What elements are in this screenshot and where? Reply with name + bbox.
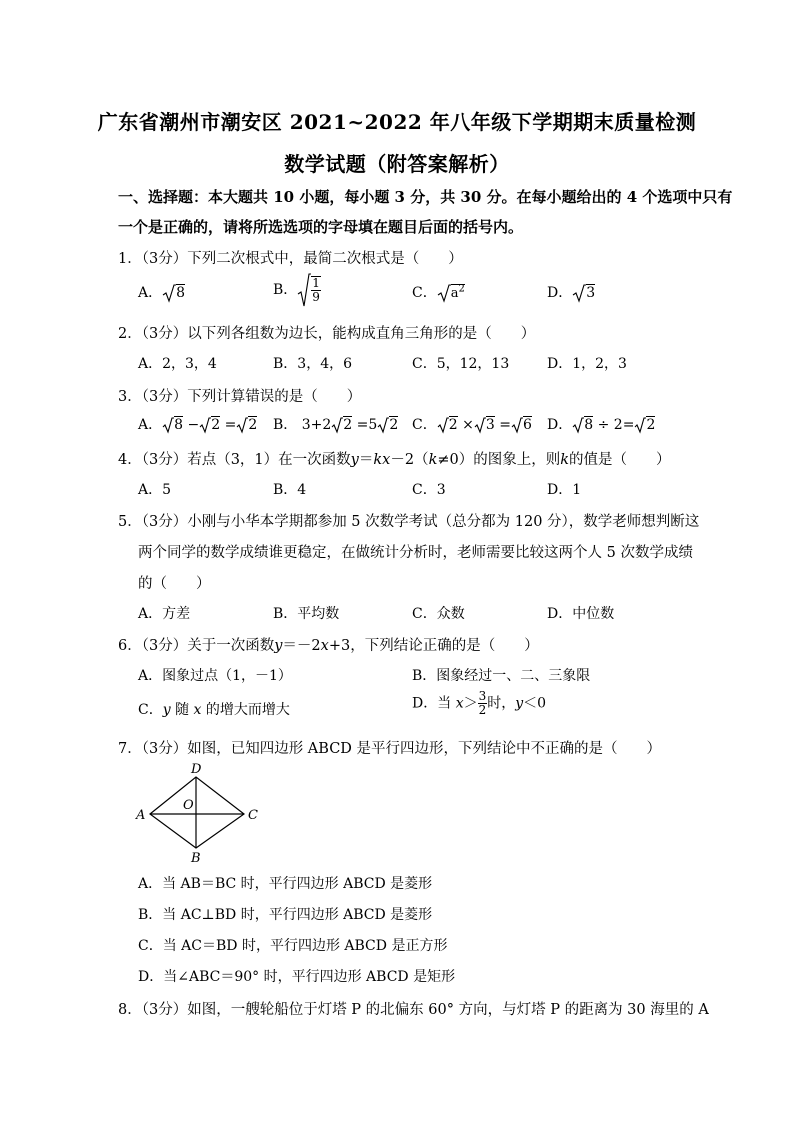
q3-option-b [273, 414, 398, 434]
q6-eq: ＝－2 [282, 638, 321, 654]
q4-k2: k [560, 452, 570, 468]
paper-title-line2: 数学试题（附答案解析） [284, 152, 510, 176]
q1-b-label: B． [273, 282, 298, 298]
q4-neq0: ≠0）的图象上，则 [437, 452, 561, 468]
sqrt-icon [297, 272, 311, 308]
q4-option-d: D．1 [547, 482, 582, 498]
q4-stem-a: 4．（3分）若点（3，1）在一次函数 [118, 452, 351, 468]
q7-label-A: A [136, 808, 146, 823]
q7-option-c: C．当 AC＝BD 时，平行四边形 ABCD 是正方形 [138, 938, 448, 954]
paper-title-line1: 广东省潮州市潮安区 2021~2022 年八年级下学期期末质量检测 [97, 110, 697, 134]
q3-c-rad6: 6 [522, 417, 532, 433]
q6-d-x: x [455, 695, 464, 712]
q7-label-B: B [191, 851, 201, 865]
sqrt-icon [162, 416, 174, 434]
section-header-line1: 一、选择题：本大题共 10 小题，每小题 3 分，共 30 分。在每小题给出的 4 个选项中只有 [118, 188, 733, 206]
q3-c-label: C． [412, 417, 437, 433]
q4-k: k [428, 452, 438, 468]
q3-d-rad2: 2 [646, 417, 656, 433]
q1-a-radicand: 8 [176, 285, 186, 301]
q2-option-c: C．5，12，13 [412, 356, 510, 372]
q6-d-pre: D．当 [412, 695, 456, 712]
q6-c-pre: C． [138, 702, 163, 718]
q3-a-label: A． [138, 417, 163, 433]
q4-option-a: A．5 [138, 482, 172, 498]
q2-option-d: D．1，2，3 [547, 356, 627, 372]
q7-label-C: C [248, 808, 258, 823]
q1-d-label: D． [547, 285, 573, 301]
q5-option-d: D．中位数 [547, 606, 615, 622]
q2-option-b: B．3，4，6 [273, 356, 353, 372]
sqrt-icon [331, 416, 343, 434]
q7-option-b: B．当 AC⊥BD 时，平行四边形 ABCD 是菱形 [138, 907, 433, 923]
q6-d-shi: 时， [487, 695, 516, 712]
q3-d-rad8: 8 [584, 417, 594, 433]
sqrt-icon [437, 416, 449, 434]
q7-stem: 7．（3分）如图，已知四边形 ABCD 是平行四边形，下列结论中不正确的是（ ） [118, 741, 662, 757]
q3-d-div: ÷ 2= [593, 417, 635, 433]
q4-stem [118, 448, 671, 469]
q4-option-b: B．4 [273, 482, 307, 498]
sqrt-icon [572, 416, 584, 434]
q6-option-c [138, 699, 290, 719]
q5-option-b: B．平均数 [273, 606, 340, 622]
q1-option-d [547, 282, 595, 303]
q3-a-rad8: 8 [174, 417, 184, 433]
q1-stem: 1．（3分）下列二次根式中，最简二次根式是（ ） [118, 251, 463, 267]
q4-y: y [350, 452, 359, 468]
q7-parallelogram-figure [130, 760, 270, 865]
q6-stem-a: 6．（3分）关于一次函数 [118, 638, 275, 654]
q4-eq: ＝ [358, 452, 374, 468]
q4-minus2: －2（ [390, 452, 429, 468]
q1-d-radicand: 3 [586, 285, 596, 301]
q1-option-a [138, 282, 185, 303]
q7-label-D: D [191, 762, 202, 777]
sqrt-icon [236, 416, 248, 434]
q6-d-lt: ＜0 [523, 695, 547, 712]
q3-option-c [412, 414, 532, 434]
q7-quad-ABCD [150, 777, 244, 848]
q3-b-label: B． [273, 417, 298, 433]
q3-a-eq: = [220, 417, 237, 433]
q1-b-numerator: 1 [312, 276, 320, 290]
q3-b-expr: 3+2 [297, 417, 332, 433]
q1-b-denominator: 9 [312, 290, 320, 304]
q3-b-rad2b: 2 [389, 417, 399, 433]
q3-b-eq5: =5 [352, 417, 378, 433]
q6-c-mid: 随 [170, 702, 194, 718]
sqrt-icon [634, 416, 646, 434]
q1-c-exponent: 2 [458, 283, 465, 295]
sqrt-icon [572, 283, 586, 303]
q3-option-d [547, 414, 655, 434]
sqrt-icon [199, 416, 211, 434]
q3-b-rad2: 2 [343, 417, 353, 433]
q2-option-a: A．2，3，4 [138, 356, 217, 372]
sqrt-icon [511, 416, 523, 434]
q3-a-rad2b: 2 [248, 417, 258, 433]
q7-option-d: D．当∠ABC＝90° 时，平行四边形 ABCD 是矩形 [138, 969, 456, 985]
q6-d-denominator: 2 [478, 703, 487, 717]
q6-d-y: y [515, 695, 524, 712]
q6-d-numerator: 3 [478, 689, 487, 703]
q3-a-minus: − [183, 417, 200, 433]
q3-c-eq: = [494, 417, 511, 433]
q1-c-label: C． [412, 285, 437, 301]
q7-option-a: A．当 AB＝BC 时，平行四边形 ABCD 是菱形 [138, 876, 433, 892]
q3-a-rad2: 2 [211, 417, 221, 433]
q1-c-radicand: a [450, 286, 459, 301]
q7-label-O: O [183, 798, 194, 813]
q6-c-x: x [193, 702, 202, 718]
q1-option-c [412, 282, 465, 303]
q2-stem: 2．（3分）以下列各组数为边长，能构成直角三角形的是（ ） [118, 326, 536, 342]
q5-option-c: C．众数 [412, 606, 465, 622]
q6-option-d [412, 690, 546, 717]
section-header-line2: 一个是正确的，请将所选选项的字母填在题目后面的括号内。 [118, 218, 524, 236]
q3-d-label: D． [547, 417, 573, 433]
q1-option-b [273, 272, 321, 308]
q6-stem [118, 634, 539, 655]
q6-tail: +3，下列结论正确的是（ ） [328, 638, 539, 654]
q3-c-rad3: 3 [485, 417, 495, 433]
q3-c-times: × [457, 417, 474, 433]
q4-kx: kx [373, 452, 391, 468]
q6-y: y [274, 638, 283, 654]
sqrt-icon [377, 416, 389, 434]
q5-stem-line2: 两个同学的数学成绩谁更稳定，在做统计分析时，老师需要比较这两个人 5 次数学成绩 [138, 545, 693, 561]
q1-c-radicand-wrap [451, 284, 465, 301]
q4-option-c: C．3 [412, 482, 446, 498]
q1-b-fraction [311, 276, 321, 304]
sqrt-icon [474, 416, 486, 434]
q6-c-tail: 的增大而增大 [201, 702, 290, 718]
q6-option-a: A．图象过点（1，－1） [138, 668, 292, 684]
q3-c-rad2: 2 [448, 417, 458, 433]
q6-x: x [320, 638, 329, 654]
q5-stem-line3: 的（ ） [138, 576, 211, 592]
q1-a-label: A． [138, 285, 163, 301]
sqrt-icon [162, 283, 176, 303]
q5-stem-line1: 5．（3分）小刚与小华本学期都参加 5 次数学考试（总分都为 120 分），数学老师想判断这 [118, 514, 700, 530]
q4-tail: 的值是（ ） [569, 452, 671, 468]
q6-d-gt: ＞ [463, 695, 478, 712]
q6-c-y: y [162, 702, 171, 718]
sqrt-icon [437, 283, 451, 303]
q6-d-fraction [478, 690, 488, 717]
q8-stem: 8．（3分）如图，一艘轮船位于灯塔 P 的北偏东 60° 方向，与灯塔 P 的距离为 30 海里的 A [118, 1002, 709, 1018]
q6-option-b: B．图象经过一、二、三象限 [412, 668, 591, 684]
q5-option-a: A．方差 [138, 606, 191, 622]
q3-option-a [138, 414, 257, 434]
q3-stem: 3．（3分）下列计算错误的是（ ） [118, 389, 362, 405]
